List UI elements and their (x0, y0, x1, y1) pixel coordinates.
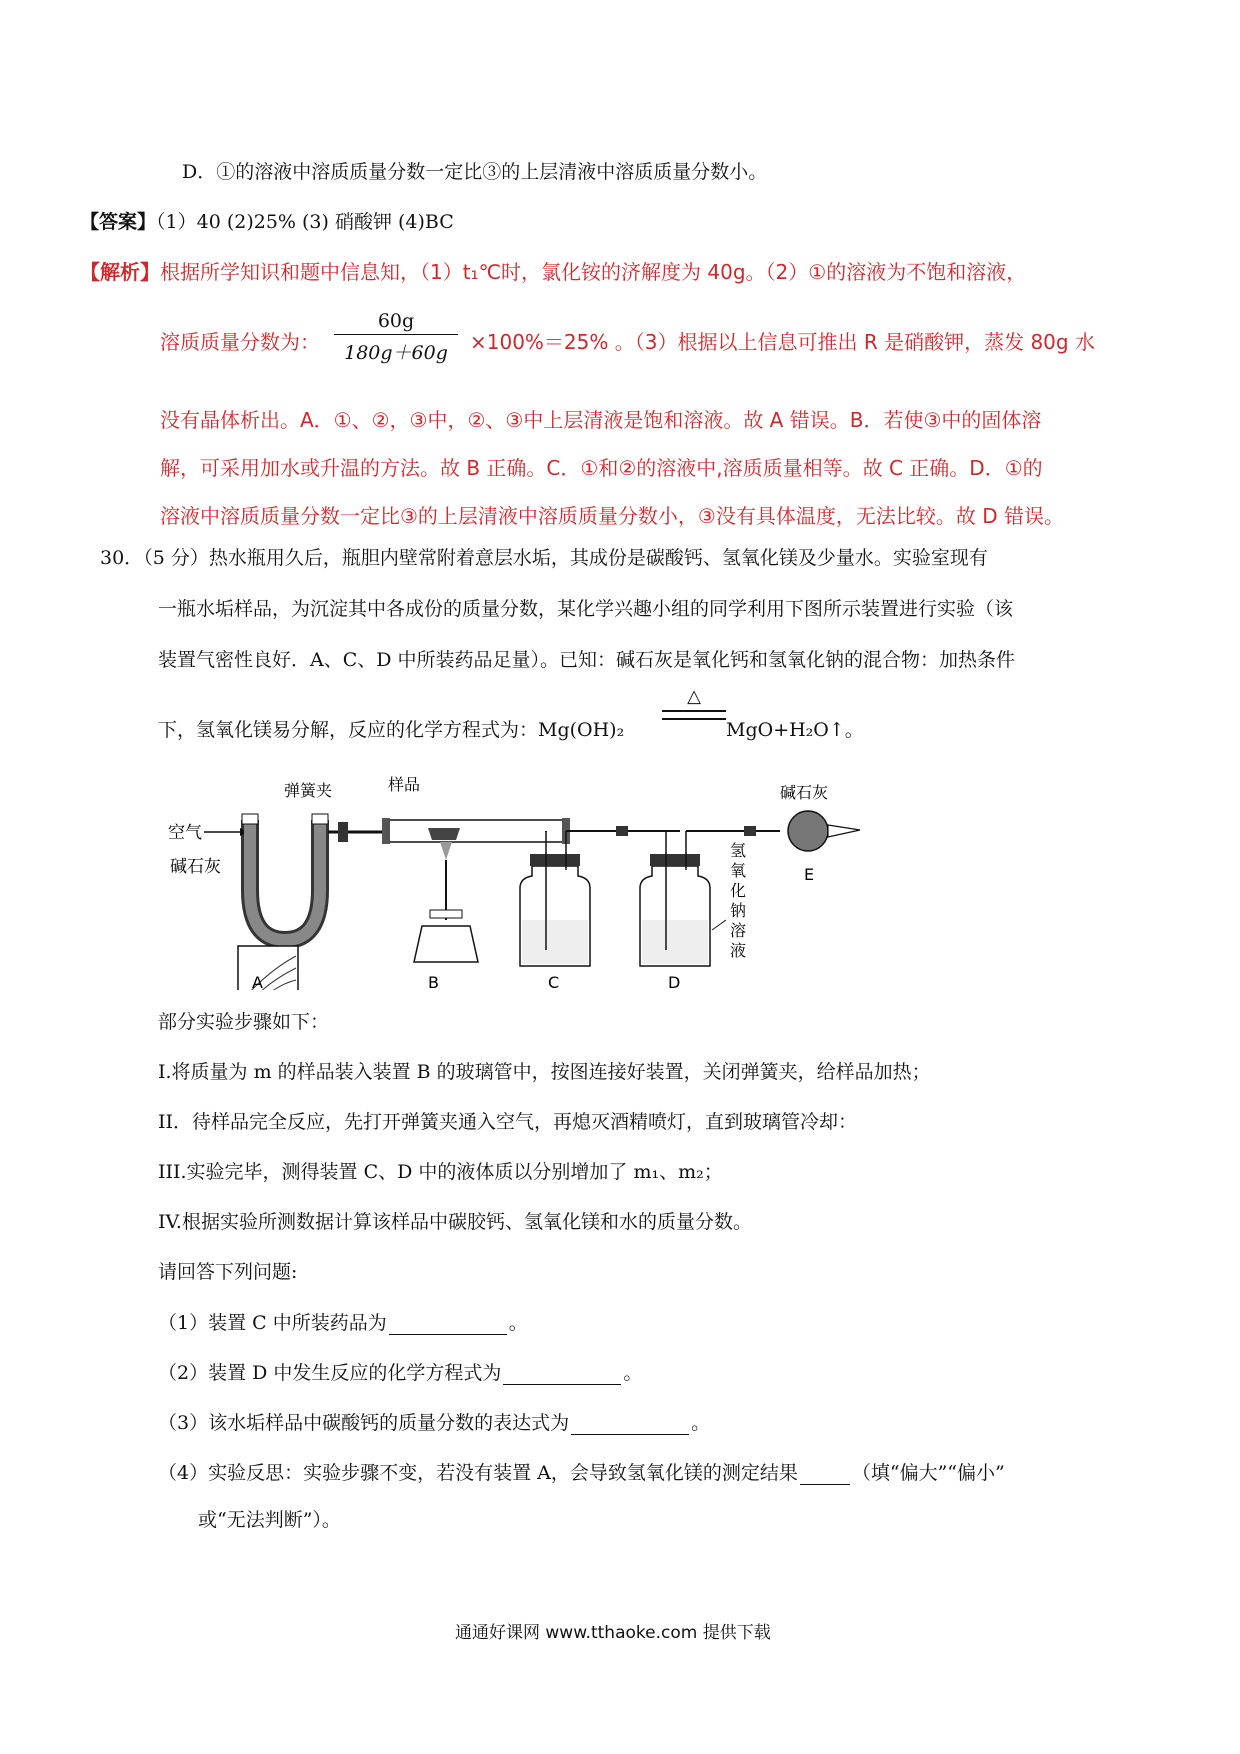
sample-powder (428, 828, 460, 840)
question-4 (158, 1460, 1005, 1485)
question-3 (158, 1410, 710, 1435)
bottle-c (520, 831, 590, 990)
question-30-line-4-suffix: MgO+H₂O↑。 (726, 719, 864, 741)
q1-end: 。 (508, 1312, 528, 1334)
answer-label: 【答案】 (80, 211, 157, 233)
q4-answer-blank[interactable] (800, 1460, 850, 1485)
analysis-line-5: 溶液中溶质质量分数一定比③的上层清液中溶质质量分数小，③没有具体温度，无法比较。故 D 错误。 (160, 504, 1064, 528)
reaction-condition: △ (687, 686, 701, 707)
question-4-line-2: 或“无法判断”）。 (198, 1509, 341, 1531)
bottle-d (640, 831, 710, 990)
q2-text: （2）装置 D 中发生反应的化学方程式为 (158, 1362, 502, 1384)
question-1 (158, 1310, 528, 1335)
burner-base (414, 926, 478, 962)
question-30-line-1 (100, 546, 988, 570)
u-tube-a (242, 814, 328, 940)
q3-text: （3）该水垢样品中碳酸钙的质量分数的表达式为 (158, 1412, 570, 1434)
analysis-line-4: 解，可采用加水或升温的方法。故 B 正确。C．①和②的溶液中,溶质质量相等。故 C 正确。D．①的 (160, 456, 1043, 480)
naoh-label (712, 841, 746, 960)
step-1: I.将质量为 m 的样品装入装置 B 的玻璃管中，按图连接好装置，关闭弹簧夹，给样品加热； (158, 1061, 931, 1083)
naoh-char-3: 钠 (730, 901, 747, 920)
answer-text: （1）40 (2)25% (3) 硝酸钾 (4)BC (156, 211, 454, 233)
q2-end: 。 (623, 1362, 643, 1384)
spring-clip-label: 弹簧夹 (284, 781, 333, 800)
stopper-left (382, 818, 390, 844)
q2-answer-blank[interactable] (503, 1360, 621, 1385)
steps-intro: 部分实验步骤如下： (158, 1011, 330, 1033)
analysis-line-2-prefix: 溶质质量分数为： (160, 330, 320, 354)
fraction-denominator: 180g＋60g (344, 342, 448, 364)
label-e: E (804, 865, 815, 884)
q4-options: （填“偏大”“偏小” (851, 1462, 1005, 1484)
burner-neck (430, 910, 462, 918)
sample-label: 样品 (388, 775, 421, 794)
q1-text: （1）装置 C 中所装药品为 (158, 1312, 387, 1334)
analysis-line-1 (80, 260, 1026, 284)
air-label: 空气 (168, 823, 202, 843)
naoh-char-4: 溶 (730, 921, 747, 940)
q3-answer-blank[interactable] (571, 1410, 689, 1435)
step-3: III.实验完毕，测得装置 C、D 中的液体质以分别增加了 m₁、m₂； (158, 1161, 723, 1183)
footer-credit: 通通好课网 www.tthaoke.com 提供下载 (455, 1623, 771, 1643)
drying-tube-e (788, 811, 860, 884)
analysis-label: 【解析】 (80, 260, 160, 284)
naoh-char-5: 液 (730, 941, 747, 960)
step-2: II．待样品完全反应，先打开弹簧夹通入空气，再熄灭酒精喷灯，直到玻璃管冷却： (158, 1111, 858, 1133)
naoh-char-0: 氢 (730, 841, 747, 860)
question-30-line-4-prefix: 下，氢氧化镁易分解，反应的化学方程式为：Mg(OH)₂ (158, 719, 625, 741)
fraction-numerator: 60g (377, 310, 415, 332)
glass-tube-b (388, 820, 564, 842)
rubber-joint (616, 826, 628, 836)
q3-end: 。 (691, 1412, 711, 1434)
flame (440, 842, 452, 860)
step-4: IV.根据实验所测数据计算该样品中碳胶钙、氢氧化镁和水的质量分数。 (158, 1211, 752, 1233)
answer-row (80, 210, 454, 234)
analysis-text-1: 根据所学知识和题中信息知，（1）t₁℃时，氯化铵的济解度为 40g。（2）①的溶液为不饱和溶液， (160, 260, 1027, 284)
analysis-line-2-suffix: ×100%＝25% 。（3）根据以上信息可推出 R 是硝酸钾，蒸发 80g 水 (470, 330, 1095, 354)
question-number: 30． (100, 547, 144, 569)
spring-clip (338, 822, 348, 842)
soda-lime-left-label: 碱石灰 (170, 857, 221, 877)
naoh-char-1: 氧 (730, 861, 747, 880)
label-a: A (252, 973, 263, 990)
label-d: D (668, 973, 681, 990)
analysis-line-3: 没有晶体析出。A．①、②，③中，②、③中上层清液是饱和溶液。故 A 错误。B．若使③中的固体溶 (160, 408, 1042, 432)
soda-lime-right-label: 碱石灰 (780, 783, 829, 802)
question-30-line-3: 装置气密性良好．A、C、D 中所装药品足量）。已知：碱石灰是氧化钙和氢氧化钠的混合物：加热条件 (158, 649, 1016, 671)
questions-prompt: 请回答下列问题: (158, 1261, 298, 1283)
question-2 (158, 1360, 642, 1385)
label-c: C (548, 973, 560, 990)
wood-block (238, 946, 298, 990)
question-30-line-2: 一瓶水垢样品，为沉淀其中各成份的质量分数，某化学兴趣小组的同学利用下图所示装置进行实验（该 (158, 598, 1014, 620)
question-text-1: （5 分）热水瓶用久后，瓶胆内壁常附着意层水垢，其成份是碳酸钙、氢氧化镁及少量水。实验室现有 (143, 547, 988, 569)
option-d: D．①的溶液中溶质质量分数一定比③的上层清液中溶质质量分数小。 (182, 161, 768, 183)
reaction-equals (662, 710, 726, 720)
apparatus-diagram (160, 770, 1090, 990)
q4-text: （4）实验反思：实验步骤不变，若没有装置 A，会导致氢氧化镁的测定结果 (158, 1462, 798, 1484)
naoh-char-2: 化 (730, 881, 747, 900)
q1-answer-blank[interactable] (389, 1310, 507, 1335)
label-b: B (428, 973, 439, 990)
mass-fraction (334, 310, 458, 365)
